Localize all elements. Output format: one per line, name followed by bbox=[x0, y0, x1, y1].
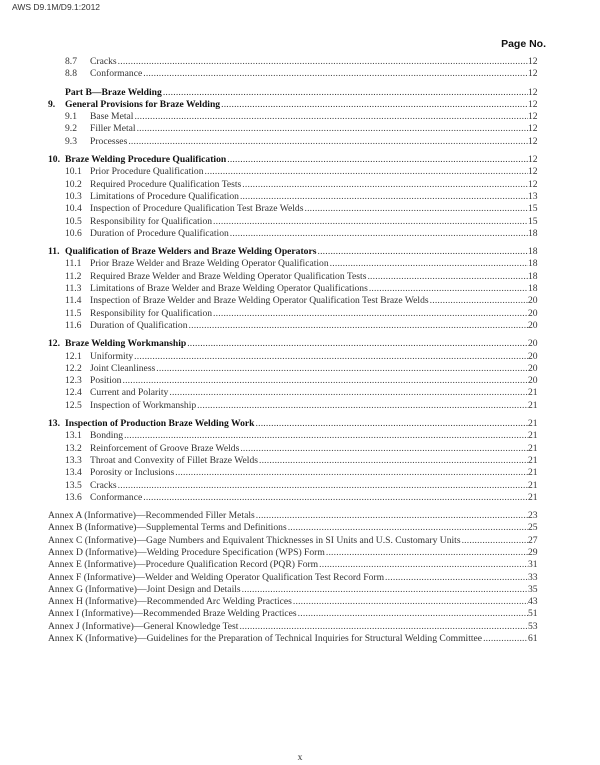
toc-entry-leader bbox=[90, 68, 528, 80]
dot-leader bbox=[122, 375, 528, 387]
toc-entry-page-number: 21 bbox=[528, 442, 538, 454]
toc-subsection-entry[interactable] bbox=[0, 56, 600, 68]
toc-entry-title: Cracks bbox=[90, 56, 117, 67]
toc-entry-leader bbox=[48, 510, 528, 522]
toc-entry-title: Required Braze Welder and Braze Welding Operator Qualification Tests bbox=[90, 270, 367, 282]
toc-entry-page-number: 43 bbox=[528, 596, 538, 608]
toc-entry-page-number: 21 bbox=[528, 491, 538, 503]
toc-annex-entry[interactable] bbox=[0, 572, 600, 584]
dot-leader bbox=[288, 522, 528, 534]
toc-section-entry[interactable] bbox=[0, 99, 600, 111]
toc-annex-entry[interactable] bbox=[0, 608, 600, 620]
toc-entry-number: 10.2 bbox=[65, 178, 82, 190]
dot-leader bbox=[189, 320, 528, 332]
toc-entry-page-number: 18 bbox=[528, 283, 538, 295]
dot-leader bbox=[367, 271, 528, 283]
toc-entry-page-number: 20 bbox=[528, 319, 538, 331]
dot-leader bbox=[213, 308, 528, 320]
toc-subsection-entry[interactable] bbox=[0, 308, 600, 320]
toc-entry-number: 13.1 bbox=[65, 430, 82, 442]
dot-leader bbox=[326, 547, 528, 559]
toc-entry-page-number: 20 bbox=[528, 350, 538, 362]
toc-subsection-entry[interactable] bbox=[0, 123, 600, 135]
dot-leader bbox=[240, 443, 528, 455]
toc-entry-leader bbox=[48, 621, 528, 633]
dot-leader bbox=[230, 228, 528, 240]
toc-annex-entry[interactable] bbox=[0, 621, 600, 633]
toc-entry-title: Annex E (Informative)—Procedure Qualification Record (PQR) Form bbox=[48, 559, 319, 571]
toc-entry-leader bbox=[90, 56, 528, 68]
toc-entry-number: 10.1 bbox=[65, 166, 82, 178]
toc-entry-page-number: 21 bbox=[528, 454, 538, 466]
toc-subsection-entry[interactable] bbox=[0, 492, 600, 504]
toc-subsection-entry[interactable] bbox=[0, 228, 600, 240]
toc-entry-number: 9. bbox=[48, 98, 56, 110]
toc-entry-leader bbox=[90, 480, 528, 492]
toc-entry-leader bbox=[90, 136, 528, 148]
dot-leader bbox=[385, 572, 528, 584]
toc-entry-title: Responsibility for Qualification bbox=[90, 307, 213, 319]
dot-leader bbox=[259, 455, 528, 467]
toc-entry-leader bbox=[90, 400, 528, 412]
toc-entry-title: Conformance bbox=[90, 68, 143, 80]
toc-entry-leader bbox=[90, 191, 528, 203]
toc-annex-entry[interactable] bbox=[0, 596, 600, 608]
toc-entry-leader bbox=[65, 99, 528, 111]
toc-entry-title: General Provisions for Braze Welding bbox=[65, 98, 221, 110]
toc-entry-leader bbox=[90, 166, 528, 178]
toc-entry-page-number: 51 bbox=[528, 608, 538, 620]
dot-leader bbox=[128, 136, 528, 148]
toc-subsection-entry[interactable] bbox=[0, 443, 600, 455]
toc-entry-leader bbox=[90, 271, 528, 283]
toc-entry-title: Duration of Procedure Qualification bbox=[90, 227, 229, 239]
toc-entry-page-number: 18 bbox=[528, 270, 538, 282]
dot-leader bbox=[319, 559, 528, 571]
dot-leader bbox=[298, 608, 528, 620]
toc-entry-leader bbox=[90, 375, 528, 387]
toc-annex-entry[interactable] bbox=[0, 547, 600, 559]
toc-entry-title: Annex K (Informative)—Guidelines for the Preparation of Technical Inquiries for Structural Welding Committee bbox=[48, 633, 483, 645]
toc-entry-page-number: 61 bbox=[528, 633, 538, 645]
toc-section-entry[interactable] bbox=[0, 154, 600, 166]
toc-subsection-entry[interactable] bbox=[0, 320, 600, 332]
toc-entry-title: Processes bbox=[90, 135, 128, 147]
toc-entry-page-number: 20 bbox=[528, 307, 538, 319]
toc-entry-number: 8.8 bbox=[65, 68, 77, 80]
toc-subsection-entry[interactable] bbox=[0, 166, 600, 178]
toc-entry-page-number: 12 bbox=[528, 56, 538, 67]
dot-leader bbox=[187, 338, 528, 350]
toc-entry-title: Filler Metal bbox=[90, 123, 136, 135]
toc-entry-page-number: 12 bbox=[528, 166, 538, 178]
toc-entry-number: 13.4 bbox=[65, 467, 82, 479]
toc-entry-page-number: 21 bbox=[528, 418, 538, 430]
toc-entry-page-number: 18 bbox=[528, 227, 538, 239]
toc-entry-page-number: 12 bbox=[528, 135, 538, 147]
toc-subsection-entry[interactable] bbox=[0, 203, 600, 215]
dot-leader bbox=[239, 621, 528, 633]
toc-entry-page-number: 18 bbox=[528, 246, 538, 258]
toc-entry-title: Annex G (Informative)—Joint Design and Details bbox=[48, 583, 241, 595]
dot-leader bbox=[242, 179, 528, 191]
toc-entry-page-number: 27 bbox=[528, 534, 538, 546]
toc-entry-page-number: 20 bbox=[528, 375, 538, 387]
toc-entry-title: Annex C (Informative)—Gage Numbers and Equivalent Thicknesses in SI Units and U.S. Customary Units bbox=[48, 534, 461, 546]
toc-entry-leader bbox=[48, 559, 528, 571]
toc-entry-number: 11.2 bbox=[65, 270, 82, 282]
toc-entry-leader bbox=[90, 295, 528, 307]
dot-leader bbox=[169, 387, 528, 399]
toc-entry-page-number: 53 bbox=[528, 620, 538, 632]
toc-subsection-entry[interactable] bbox=[0, 455, 600, 467]
toc-entry-number: 10.4 bbox=[65, 203, 82, 215]
toc-entry-leader bbox=[48, 608, 528, 620]
toc-entry-number: 10.3 bbox=[65, 190, 82, 202]
toc-entry-number: 11. bbox=[48, 246, 60, 258]
toc-entry-title: Inspection of Workmanship bbox=[90, 399, 197, 411]
toc-entry-leader bbox=[48, 584, 528, 596]
dot-leader bbox=[118, 480, 528, 492]
toc-entry-leader bbox=[90, 258, 528, 270]
toc-entry-page-number: 21 bbox=[528, 467, 538, 479]
toc-entry-page-number: 12 bbox=[528, 86, 538, 98]
toc-entry-number: 10.6 bbox=[65, 227, 82, 239]
toc-entry-page-number: 21 bbox=[528, 479, 538, 491]
toc-entry-number: 13. bbox=[48, 418, 60, 430]
toc-subsection-entry[interactable] bbox=[0, 68, 600, 80]
toc-entry-page-number: 12 bbox=[528, 68, 538, 80]
toc-entry-number: 9.2 bbox=[65, 123, 77, 135]
toc-entry-leader bbox=[90, 351, 528, 363]
toc-subsection-entry[interactable] bbox=[0, 271, 600, 283]
toc-annex-entry[interactable] bbox=[0, 584, 600, 596]
toc-subsection-entry[interactable] bbox=[0, 387, 600, 399]
toc-entry-title: Braze Welding Workmanship bbox=[65, 338, 187, 350]
dot-leader bbox=[317, 246, 528, 258]
toc-entry-leader bbox=[48, 535, 528, 547]
toc-subsection-entry[interactable] bbox=[0, 216, 600, 228]
toc-entry-number: 10.5 bbox=[65, 215, 82, 227]
toc-entry-title: Base Metal bbox=[90, 111, 134, 123]
toc-entry-title: Porosity or Inclusions bbox=[90, 467, 175, 479]
dot-leader bbox=[256, 418, 529, 430]
toc-subsection-entry[interactable] bbox=[0, 295, 600, 307]
dot-leader bbox=[242, 584, 528, 596]
toc-entry-page-number: 15 bbox=[528, 215, 538, 227]
dot-leader bbox=[369, 283, 528, 295]
toc-entry-leader bbox=[48, 572, 528, 584]
dot-leader bbox=[462, 535, 528, 547]
dot-leader bbox=[134, 351, 528, 363]
toc-entry-leader bbox=[48, 522, 528, 534]
toc-annex-entry[interactable] bbox=[0, 510, 600, 522]
dot-leader bbox=[430, 295, 528, 307]
toc-entry-title: Inspection of Procedure Qualification Test Braze Welds bbox=[90, 203, 304, 215]
toc-entry-number: 13.5 bbox=[65, 479, 82, 491]
dot-leader bbox=[304, 203, 528, 215]
toc-part-entry[interactable] bbox=[0, 87, 600, 99]
dot-leader bbox=[175, 467, 528, 479]
toc-entry-leader bbox=[90, 283, 528, 295]
table-of-contents bbox=[0, 56, 600, 645]
toc-entry-leader bbox=[65, 87, 528, 99]
toc-entry-leader bbox=[65, 154, 528, 166]
toc-entry-number: 13.3 bbox=[65, 454, 82, 466]
toc-subsection-entry[interactable] bbox=[0, 430, 600, 442]
toc-entry-leader bbox=[90, 492, 528, 504]
toc-entry-number: 11.6 bbox=[65, 319, 82, 331]
toc-entry-title: Annex D (Informative)—Welding Procedure Specification (WPS) Form bbox=[48, 546, 325, 558]
toc-entry-leader bbox=[48, 633, 528, 645]
dot-leader bbox=[240, 191, 528, 203]
toc-entry-page-number: 35 bbox=[528, 583, 538, 595]
toc-entry-title: Inspection of Production Braze Welding Work bbox=[65, 418, 255, 430]
toc-annex-entry[interactable] bbox=[0, 535, 600, 547]
toc-annex-entry[interactable] bbox=[0, 633, 600, 645]
toc-entry-number: 12.1 bbox=[65, 350, 82, 362]
toc-entry-leader bbox=[65, 338, 528, 350]
toc-entry-leader bbox=[90, 320, 528, 332]
toc-subsection-entry[interactable] bbox=[0, 258, 600, 270]
toc-entry-leader bbox=[90, 430, 528, 442]
dot-leader bbox=[156, 363, 528, 375]
toc-entry-page-number: 12 bbox=[528, 123, 538, 135]
dot-leader bbox=[483, 633, 528, 645]
toc-entry-title: Conformance bbox=[90, 491, 143, 503]
dot-leader bbox=[227, 154, 528, 166]
toc-entry-number: 11.3 bbox=[65, 283, 82, 295]
toc-entry-number: 11.1 bbox=[65, 258, 82, 270]
toc-entry-page-number: 23 bbox=[528, 510, 538, 522]
toc-entry-title: Responsibility for Qualification bbox=[90, 215, 213, 227]
toc-entry-title: Bonding bbox=[90, 430, 124, 442]
toc-entry-page-number: 20 bbox=[528, 295, 538, 307]
toc-entry-number: 12.3 bbox=[65, 375, 82, 387]
dot-leader bbox=[293, 596, 528, 608]
toc-subsection-entry[interactable] bbox=[0, 363, 600, 375]
toc-entry-leader bbox=[90, 443, 528, 455]
toc-entry-number: 8.7 bbox=[65, 56, 77, 67]
toc-annex-entry[interactable] bbox=[0, 522, 600, 534]
toc-entry-title: Required Procedure Qualification Tests bbox=[90, 178, 242, 190]
toc-entry-page-number: 21 bbox=[528, 387, 538, 399]
toc-entry-number: 12.4 bbox=[65, 387, 82, 399]
toc-entry-title: Annex H (Informative)—Recommended Arc Welding Practices bbox=[48, 596, 292, 608]
dot-leader bbox=[221, 99, 528, 111]
toc-entry-page-number: 20 bbox=[528, 362, 538, 374]
toc-entry-leader bbox=[90, 363, 528, 375]
toc-entry-title: Position bbox=[90, 375, 122, 387]
toc-entry-number: 13.2 bbox=[65, 442, 82, 454]
document-id-header: AWS D9.1M/D9.1:2012 bbox=[12, 2, 101, 12]
dot-leader bbox=[118, 56, 528, 68]
page-number-footer: x bbox=[297, 752, 303, 763]
toc-subsection-entry[interactable] bbox=[0, 179, 600, 191]
toc-entry-page-number: 13 bbox=[528, 190, 538, 202]
dot-leader bbox=[137, 123, 528, 135]
toc-entry-leader bbox=[90, 179, 528, 191]
toc-entry-title: Part B—Braze Welding bbox=[65, 86, 162, 98]
toc-section-entry[interactable] bbox=[0, 246, 600, 258]
toc-section-entry[interactable] bbox=[0, 418, 600, 430]
toc-entry-page-number: 20 bbox=[528, 338, 538, 350]
toc-entry-page-number: 18 bbox=[528, 258, 538, 270]
toc-entry-number: 12.2 bbox=[65, 362, 82, 374]
toc-entry-title: Annex B (Informative)—Supplemental Terms and Definitions bbox=[48, 522, 287, 534]
dot-leader bbox=[143, 68, 528, 80]
toc-entry-page-number: 12 bbox=[528, 98, 538, 110]
toc-entry-title: Inspection of Braze Welder and Braze Welding Operator Qualification Test Braze Welds bbox=[90, 295, 429, 307]
dot-leader bbox=[163, 87, 528, 99]
toc-entry-title: Reinforcement of Groove Braze Welds bbox=[90, 442, 240, 454]
dot-leader bbox=[256, 510, 528, 522]
dot-leader bbox=[134, 111, 528, 123]
toc-entry-leader bbox=[48, 547, 528, 559]
toc-subsection-entry[interactable] bbox=[0, 467, 600, 479]
toc-entry-number: 9.3 bbox=[65, 135, 77, 147]
toc-entry-title: Limitations of Procedure Qualification bbox=[90, 190, 239, 202]
dot-leader bbox=[205, 166, 529, 178]
page-no-column-heading: Page No. bbox=[501, 38, 546, 50]
toc-entry-number: 12.5 bbox=[65, 399, 82, 411]
dot-leader bbox=[197, 400, 528, 412]
toc-subsection-entry[interactable] bbox=[0, 283, 600, 295]
toc-subsection-entry[interactable] bbox=[0, 400, 600, 412]
toc-entry-page-number: 15 bbox=[528, 203, 538, 215]
toc-entry-title: Annex J (Informative)—General Knowledge Test bbox=[48, 620, 239, 632]
toc-entry-page-number: 21 bbox=[528, 430, 538, 442]
toc-entry-page-number: 21 bbox=[528, 399, 538, 411]
toc-entry-leader bbox=[90, 308, 528, 320]
toc-entry-title: Qualification of Braze Welders and Braze Welding Operators bbox=[65, 246, 317, 258]
toc-subsection-entry[interactable] bbox=[0, 191, 600, 203]
toc-entry-number: 10. bbox=[48, 154, 60, 166]
toc-entry-leader bbox=[90, 203, 528, 215]
toc-entry-title: Prior Braze Welder and Braze Welding Operator Qualification bbox=[90, 258, 329, 270]
toc-entry-title: Braze Welding Procedure Qualification bbox=[65, 154, 227, 166]
toc-entry-leader bbox=[90, 387, 528, 399]
toc-entry-number: 9.1 bbox=[65, 111, 77, 123]
toc-entry-leader bbox=[65, 418, 528, 430]
toc-entry-page-number: 25 bbox=[528, 522, 538, 534]
toc-entry-number: 12. bbox=[48, 338, 60, 350]
toc-entry-leader bbox=[90, 455, 528, 467]
toc-entry-page-number: 29 bbox=[528, 546, 538, 558]
toc-entry-leader bbox=[65, 246, 528, 258]
toc-entry-title: Duration of Qualification bbox=[90, 319, 188, 331]
toc-entry-title: Annex I (Informative)—Recommended Braze Welding Practices bbox=[48, 608, 297, 620]
toc-entry-title: Annex F (Informative)—Welder and Welding Operator Qualification Test Record Form bbox=[48, 571, 385, 583]
toc-entry-leader bbox=[90, 123, 528, 135]
toc-subsection-entry[interactable] bbox=[0, 111, 600, 123]
toc-entry-page-number: 12 bbox=[528, 111, 538, 123]
toc-entry-title: Prior Procedure Qualification bbox=[90, 166, 204, 178]
toc-entry-title: Throat and Convexity of Fillet Braze Welds bbox=[90, 454, 258, 466]
toc-entry-title: Current and Polarity bbox=[90, 387, 169, 399]
toc-entry-title: Annex A (Informative)—Recommended Filler Metals bbox=[48, 510, 255, 522]
toc-entry-leader bbox=[48, 596, 528, 608]
toc-entry-page-number: 12 bbox=[528, 154, 538, 166]
toc-entry-number: 11.5 bbox=[65, 307, 82, 319]
toc-subsection-entry[interactable] bbox=[0, 136, 600, 148]
toc-subsection-entry[interactable] bbox=[0, 375, 600, 387]
toc-entry-leader bbox=[90, 111, 528, 123]
toc-entry-title: Uniformity bbox=[90, 350, 134, 362]
toc-entry-page-number: 31 bbox=[528, 559, 538, 571]
toc-subsection-entry[interactable] bbox=[0, 480, 600, 492]
dot-leader bbox=[143, 492, 528, 504]
toc-annex-entry[interactable] bbox=[0, 559, 600, 571]
dot-leader bbox=[124, 430, 528, 442]
dot-leader bbox=[330, 258, 528, 270]
toc-entry-page-number: 12 bbox=[528, 178, 538, 190]
dot-leader bbox=[213, 216, 528, 228]
toc-entry-number: 11.4 bbox=[65, 295, 82, 307]
toc-entry-number: 13.6 bbox=[65, 491, 82, 503]
toc-subsection-entry[interactable] bbox=[0, 351, 600, 363]
toc-entry-leader bbox=[90, 228, 528, 240]
toc-entry-title: Joint Cleanliness bbox=[90, 362, 156, 374]
toc-entry-title: Cracks bbox=[90, 479, 117, 491]
toc-entry-page-number: 33 bbox=[528, 571, 538, 583]
toc-section-entry[interactable] bbox=[0, 338, 600, 350]
toc-entry-leader bbox=[90, 467, 528, 479]
toc-entry-leader bbox=[90, 216, 528, 228]
toc-entry-title: Limitations of Braze Welder and Braze Welding Operator Qualifications bbox=[90, 283, 368, 295]
